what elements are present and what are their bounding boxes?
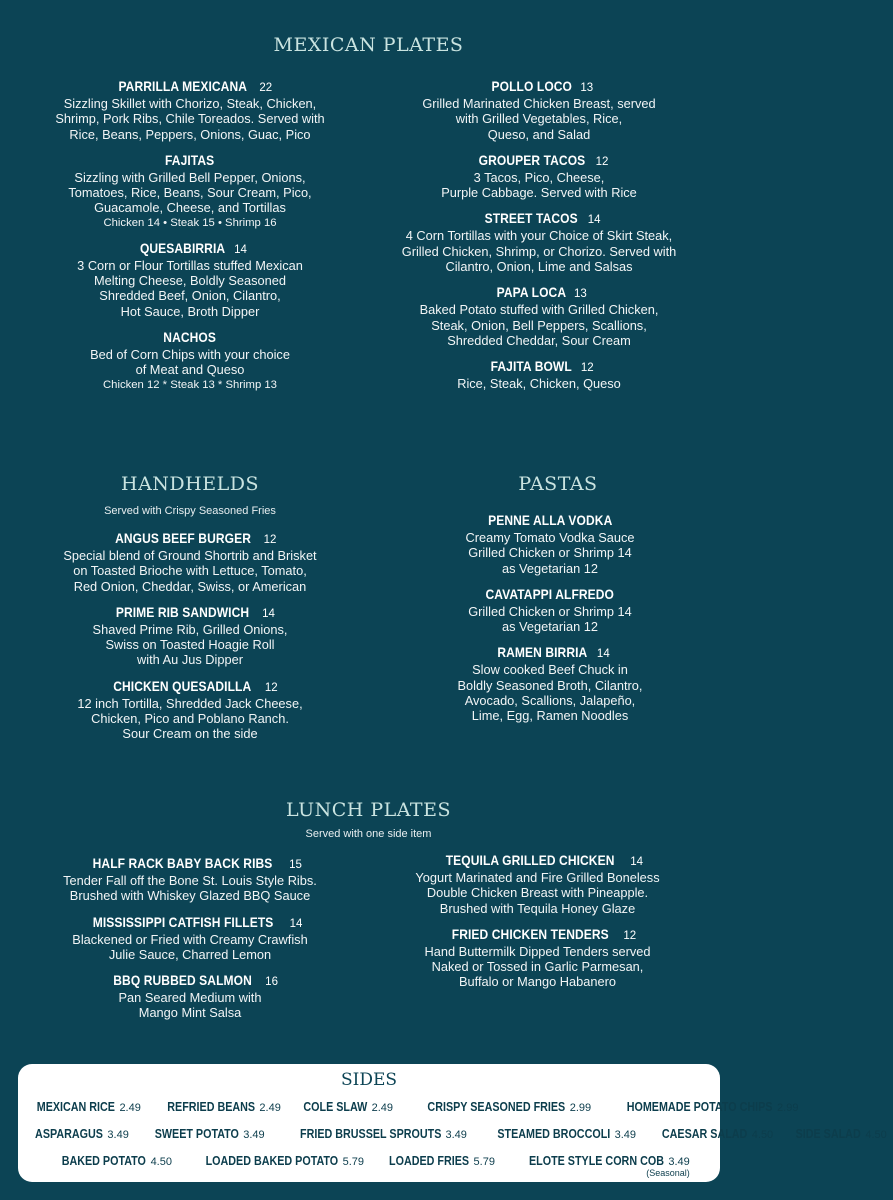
side-item: [376, 1152, 495, 1170]
side-item: [507, 1152, 690, 1178]
side-item: [603, 1098, 798, 1116]
side-name: ASPARAGUS: [35, 1127, 103, 1141]
item-price: 12: [623, 929, 637, 942]
item-name: BBQ RUBBED SALMON: [113, 972, 252, 989]
item-name: NACHOS: [163, 328, 217, 345]
lunch-right-column: [365, 852, 710, 1000]
section-title-handhelds: HANDHELDS: [121, 473, 259, 495]
menu-item: [30, 152, 350, 230]
item-name: PARRILLA MEXICANA: [118, 78, 247, 94]
side-item: [48, 1152, 172, 1170]
item-description: 4 Corn Tortillas with your Choice of Skirt Steak, Grilled Chicken, Shrimp, or Chorizo. Served with Cilantro, Onion, Lime and Salsas: [401, 228, 677, 275]
side-name: BAKED POTATO: [61, 1154, 147, 1168]
item-name: FAJITA BOWL: [490, 358, 573, 375]
side-item: [24, 1098, 141, 1116]
item-description: 12 inch Tortilla, Shredded Jack Cheese, Chicken, Pico and Poblano Ranch. Sour Cream on the side: [77, 695, 303, 742]
side-item: [293, 1098, 393, 1116]
item-price: 12: [264, 681, 278, 694]
side-price: 3.49: [445, 1129, 467, 1141]
menu-item: [30, 914, 350, 963]
handhelds-note: Served with Crispy Seasoned Fries: [104, 505, 276, 517]
section-title-pastas: PASTAS: [518, 473, 598, 495]
side-item: [141, 1125, 265, 1143]
side-price: 2.49: [119, 1102, 141, 1114]
sides-row: [18, 1152, 720, 1178]
lunch-left-column: [30, 855, 350, 1031]
side-name: LOADED FRIES: [389, 1154, 470, 1168]
item-price: 14: [596, 648, 610, 661]
item-description: Rice, Steak, Chicken, Queso: [457, 376, 621, 392]
item-price: 22: [259, 82, 273, 94]
item-description: Hand Buttermilk Dipped Tenders served Naked or Tossed in Garlic Parmesan, Buffalo or Mango Habanero: [424, 943, 651, 990]
item-description: Sizzling Skillet with Chorizo, Steak, Chicken, Shrimp, Pork Ribs, Chile Toreados. Served with Rice, Beans, Peppers, Onions, Guac, Pico: [55, 96, 325, 142]
menu-item: [30, 329, 350, 392]
side-item: [648, 1125, 773, 1143]
item-description: Sizzling with Grilled Bell Pepper, Onions, Tomatoes, Rice, Beans, Sour Cream, Pico, Guacamole, Cheese, and Tortillas: [68, 169, 312, 216]
item-price: 15: [289, 859, 302, 871]
side-price: 2.99: [777, 1102, 799, 1114]
menu-item: [30, 604, 350, 668]
sides-panel: [18, 1064, 887, 1182]
side-name: LOADED BAKED POTATO: [205, 1154, 339, 1168]
item-price: 12: [595, 155, 609, 168]
menu-item: [30, 855, 350, 904]
item-description: 3 Tacos, Pico, Cheese, Purple Cabbage. Served with Rice: [441, 169, 637, 201]
side-price: 3.49: [668, 1156, 690, 1168]
item-description: Tender Fall off the Bone St. Louis Style Ribs. Brushed with Whiskey Glazed BBQ Sauce: [63, 873, 317, 904]
menu-item: [380, 152, 698, 201]
item-name: QUESABIRRIA: [139, 239, 226, 256]
item-name: STREET TACOS: [485, 210, 579, 227]
side-name: CAESAR SALAD: [661, 1127, 748, 1141]
menu-item: [30, 972, 350, 1021]
item-price: 14: [234, 243, 247, 256]
item-name: PAPA LOCA: [496, 284, 567, 301]
menu-item: [380, 78, 698, 142]
item-price: 13: [580, 82, 594, 94]
side-price: 2.99: [569, 1102, 592, 1114]
menu-item: [30, 678, 350, 742]
item-description: Bed of Corn Chips with your choice of Meat and Queso: [90, 346, 290, 378]
menu-item: [365, 926, 710, 990]
item-description: Pan Seared Medium with Mango Mint Salsa: [118, 990, 262, 1021]
item-name: POLLO LOCO: [491, 78, 572, 94]
sides-title: SIDES: [340, 1070, 398, 1090]
item-description: Blackened or Fried with Creamy Crawfish Julie Sauce, Charred Lemon: [72, 931, 308, 962]
mexican-left-column: [30, 78, 350, 402]
side-price: 3.49: [107, 1129, 129, 1141]
menu-item: [400, 644, 700, 723]
sides-row: [18, 1098, 799, 1116]
side-item: [785, 1125, 887, 1143]
item-name: FAJITAS: [165, 151, 215, 168]
menu-item: [30, 240, 350, 319]
item-description: Special blend of Ground Shortrib and Brisket on Toasted Brioche with Lettuce, Tomato, Red Onion, Cheddar, Swiss, or American: [63, 548, 317, 594]
item-name: MISSISSIPPI CATFISH FILLETS: [92, 913, 273, 930]
side-item: [405, 1098, 591, 1116]
menu-item: [380, 210, 698, 274]
side-item: [479, 1125, 636, 1143]
section-title-mexican: MEXICAN PLATES: [273, 34, 464, 56]
item-description: Yogurt Marinated and Fire Grilled Boneless Double Chicken Breast with Pineapple. Brushed with Tequila Honey Glaze: [415, 870, 660, 916]
item-name: PRIME RIB SANDWICH: [115, 603, 250, 620]
side-name: CRISPY SEASONED FRIES: [427, 1100, 566, 1114]
item-price: 12: [580, 362, 594, 375]
item-price-options: Chicken 12 * Steak 13 * Shrimp 13: [103, 378, 277, 391]
side-price: 3.49: [243, 1129, 265, 1141]
side-item: [24, 1125, 129, 1143]
item-description: 3 Corn or Flour Tortillas stuffed Mexican Melting Cheese, Boldly Seasoned Shredded Beef, Onion, Cilantro, Hot Sauce, Broth Dipper: [77, 257, 303, 319]
item-description: Grilled Chicken or Shrimp 14 as Vegetarian 12: [468, 603, 632, 635]
menu-item: [380, 284, 698, 348]
side-price: 3.49: [614, 1129, 636, 1141]
side-item: [153, 1098, 281, 1116]
item-description: Slow cooked Beef Chuck in Boldly Seasoned Broth, Cilantro, Avocado, Scallions, Jalapeño, Lime, Egg, Ramen Noodles: [457, 662, 643, 724]
side-name: FRIED BRUSSEL SPROUTS: [299, 1127, 441, 1141]
side-price: 2.49: [259, 1102, 281, 1114]
menu-item: [380, 358, 698, 391]
section-title-lunch: LUNCH PLATES: [285, 799, 451, 821]
item-name: PENNE ALLA VODKA: [487, 512, 613, 528]
item-price: 14: [262, 607, 275, 620]
side-name: HOMEMADE POTATO CHIPS: [626, 1100, 773, 1114]
item-price: 14: [630, 856, 644, 868]
side-price: 5.79: [473, 1156, 495, 1168]
item-name: CHICKEN QUESADILLA: [113, 677, 252, 694]
item-price: 16: [265, 976, 278, 989]
menu-item: [30, 78, 350, 142]
sides-row: [18, 1125, 887, 1143]
pastas-column: [400, 512, 700, 734]
side-name: STEAMED BROCCOLI: [497, 1127, 611, 1141]
side-price: 4.50: [865, 1129, 887, 1141]
item-description: Creamy Tomato Vodka Sauce Grilled Chicken or Shrimp 14 as Vegetarian 12: [465, 530, 635, 576]
menu-item: [30, 530, 350, 594]
mexican-right-column: [380, 78, 698, 402]
menu-item: [400, 512, 700, 576]
menu-item: [400, 586, 700, 635]
side-price: 4.50: [751, 1129, 774, 1141]
item-description: Shaved Prime Rib, Grilled Onions, Swiss on Toasted Hoagie Roll with Au Jus Dipper: [92, 621, 288, 668]
side-item: [277, 1125, 467, 1143]
item-price: 12: [263, 534, 277, 546]
side-name: ELOTE STYLE CORN COB: [528, 1154, 664, 1168]
handhelds-column: [30, 530, 350, 752]
side-item: [184, 1152, 364, 1170]
side-price: 2.49: [371, 1102, 394, 1114]
item-price: 13: [573, 288, 587, 301]
item-price: 14: [587, 214, 601, 227]
side-name: SIDE SALAD: [795, 1127, 861, 1141]
side-name: MEXICAN RICE: [36, 1100, 115, 1114]
item-name: CAVATAPPI ALFREDO: [485, 585, 615, 602]
side-name: COLE SLAW: [303, 1100, 368, 1114]
item-name: FRIED CHICKEN TENDERS: [451, 925, 609, 942]
side-price: 4.50: [150, 1156, 172, 1168]
side-name: SWEET POTATO: [154, 1127, 239, 1141]
item-description: Grilled Marinated Chicken Breast, served with Grilled Vegetables, Rice, Queso, and Salad: [422, 96, 656, 142]
item-name: TEQUILA GRILLED CHICKEN: [445, 852, 615, 868]
item-name: HALF RACK BABY BACK RIBS: [92, 855, 273, 871]
side-price: 5.79: [342, 1156, 365, 1168]
item-name: GROUPER TACOS: [478, 151, 585, 168]
item-name: ANGUS BEEF BURGER: [114, 530, 251, 546]
lunch-note: Served with one side item: [305, 828, 432, 840]
side-note: (Seasonal): [646, 1168, 690, 1178]
item-price: 14: [289, 917, 303, 930]
item-description: Baked Potato stuffed with Grilled Chicken, Steak, Onion, Bell Peppers, Scallions, Shredded Cheddar, Sour Cream: [419, 302, 659, 348]
side-name: REFRIED BEANS: [167, 1100, 255, 1114]
menu-item: [365, 852, 710, 916]
item-name: RAMEN BIRRIA: [497, 644, 588, 661]
item-price-options: Chicken 14 • Steak 15 • Shrimp 16: [103, 216, 277, 229]
